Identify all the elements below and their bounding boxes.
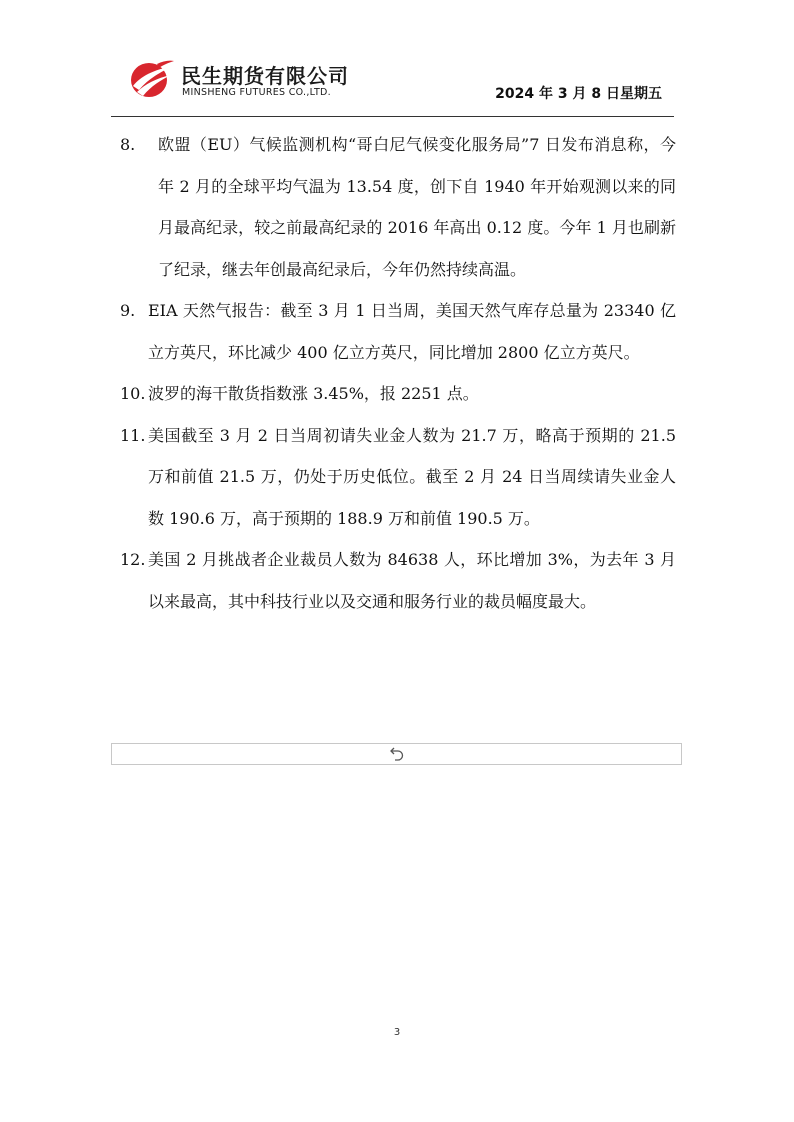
list-item — [120, 373, 676, 415]
header-divider — [111, 116, 674, 117]
company-logo — [127, 54, 377, 102]
item-number: 12. — [120, 550, 146, 569]
item-text: 美国截至 3 月 2 日当周初请失业金人数为 21.7 万，略高于预期的 21.5 万和前值 21.5 万，仍处于历史低位。截至 2 月 24 日当周续请失业金人数 190.6 万，高于预期的 188.9 万和前值 190.5 万。 — [148, 425, 676, 528]
item-text: 美国 2 月挑战者企业裁员人数为 84638 人，环比增加 3%，为去年 3 月以来最高，其中科技行业以及交通和服务行业的裁员幅度最大。 — [148, 550, 676, 611]
company-name-en: MINSHENG FUTURES CO.,LTD. — [182, 87, 331, 98]
news-list — [120, 124, 676, 622]
item-number: 10. — [120, 384, 146, 403]
undo-bar — [111, 743, 682, 765]
minsheng-logo-icon — [127, 56, 175, 100]
list-item — [120, 290, 676, 373]
item-number: 8. — [120, 135, 136, 154]
page-header — [111, 50, 674, 117]
page-number: 3 — [393, 1027, 401, 1038]
list-item — [120, 539, 676, 622]
company-name-cn: 民生期货有限公司 — [181, 64, 349, 88]
item-text: 欧盟（EU）气候监测机构“哥白尼气候变化服务局”7 日发布消息称，今年 2 月的全球平均气温为 13.54 度，创下自 1940 年开始观测以来的同月最高纪录，较之前最高纪录的 2016 年高出 0.12 度。今年 1 月也刷新了纪录，继去年创最高纪录后，今年仍然持续高温。 — [158, 135, 676, 279]
report-date: 2024 年 3 月 8 日星期五 — [495, 86, 662, 102]
item-number: 9. — [120, 301, 136, 320]
item-number: 11. — [120, 425, 146, 445]
item-text: EIA 天然气报告：截至 3 月 1 日当周，美国天然气库存总量为 23340 亿立方英尺，环比减少 400 亿立方英尺，同比增加 2800 亿立方英尺。 — [148, 301, 676, 362]
list-item — [120, 415, 676, 540]
item-text: 波罗的海干散货指数涨 3.45%，报 2251 点。 — [148, 384, 479, 403]
undo-icon[interactable] — [388, 745, 406, 763]
list-item — [120, 124, 676, 290]
